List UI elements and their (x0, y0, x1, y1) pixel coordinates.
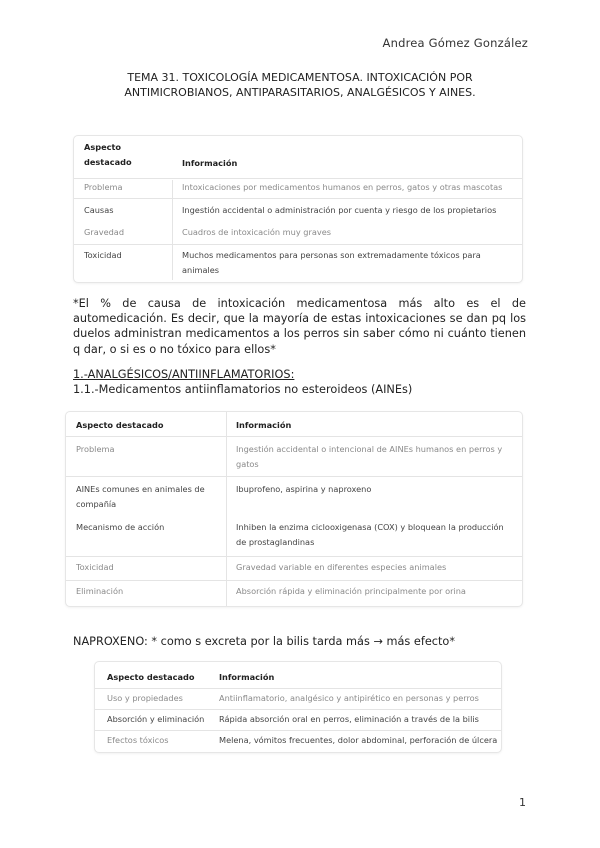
cell-aspect: Absorción y eliminación (107, 714, 205, 724)
header-aspect: Aspecto destacado (84, 142, 132, 167)
table-1 (74, 136, 522, 282)
cell-info: Ingestión accidental o administración por cuenta y riesgo de los propietarios (182, 205, 497, 215)
cell-aspect: Eliminación (76, 586, 124, 596)
subsection-heading: 1.1.-Medicamentos antiinflamatorios no esteroideos (AINEs) (73, 383, 413, 396)
cell-info: Antiinflamatorio, analgésico y antipirético en personas y perros (219, 693, 479, 703)
naproxeno-note: NAPROXENO: * como s excreta por la bilis tarda más → más efecto* (73, 635, 455, 648)
cell-aspect: Problema (76, 444, 115, 454)
cell-aspect: Gravedad (84, 227, 125, 237)
cell-info: Ingestión accidental o intencional de AINEs humanos en perros y gatos (236, 444, 503, 469)
cell-info: Absorción rápida y eliminación principalmente por orina (236, 586, 466, 596)
cell-info: Rápida absorción oral en perros, eliminación a través de la bilis (219, 714, 479, 724)
author-name: Andrea Gómez González (382, 36, 528, 50)
table-2 (66, 412, 522, 606)
cell-aspect: Efectos tóxicos (107, 735, 169, 745)
header-info: Información (236, 420, 292, 430)
cell-aspect: AINEs comunes en animales de compañía (76, 484, 205, 509)
cell-info: Melena, vómitos frecuentes, dolor abdominal, perforación de úlcera (219, 735, 498, 745)
section-heading: 1.-ANALGÉSICOS/ANTIINFLAMATORIOS: (73, 368, 295, 381)
cell-info: Cuadros de intoxicación muy graves (182, 227, 332, 237)
cell-info: Ibuprofeno, aspirina y naproxeno (236, 484, 372, 494)
cell-info: Intoxicaciones por medicamentos humanos en perros, gatos y otras mascotas (182, 182, 503, 192)
cell-aspect: Toxicidad (84, 250, 122, 260)
cell-aspect: Uso y propiedades (107, 693, 183, 703)
cell-aspect: Causas (84, 205, 114, 215)
document-title: TEMA 31. TOXICOLOGÍA MEDICAMENTOSA. INTOXICACIÓN POR ANTIMICROBIANOS, ANTIPARASITARIOS, ANALGÉSICOS Y AINES. (124, 71, 476, 99)
header-aspect: Aspecto destacado (107, 672, 195, 682)
cell-aspect: Mecanismo de acción (76, 522, 165, 532)
cell-info: Inhiben la enzima ciclooxigenasa (COX) y bloquean la producción de prostaglandinas (236, 522, 504, 547)
cell-aspect: Problema (84, 182, 123, 192)
header-info: Información (219, 672, 275, 682)
cell-aspect: Toxicidad (76, 562, 114, 572)
table-3 (95, 662, 501, 752)
header-info: Información (182, 158, 238, 168)
header-aspect: Aspecto destacado (76, 420, 164, 430)
automedication-paragraph: *El % de causa de intoxicación medicamentosa más alto es el de automedicación. Es decir, que la mayoría de estas intoxicaciones se dan pq los duelos administran medicamentos a los perros sin saber cómo ni cuánto tienen q dar, o si es o no tóxico para ellos* (73, 297, 526, 356)
cell-info: Muchos medicamentos para personas son extremadamente tóxicos para animales (182, 250, 481, 275)
page-number: 1 (519, 796, 526, 809)
cell-info: Gravedad variable en diferentes especies animales (236, 562, 447, 572)
